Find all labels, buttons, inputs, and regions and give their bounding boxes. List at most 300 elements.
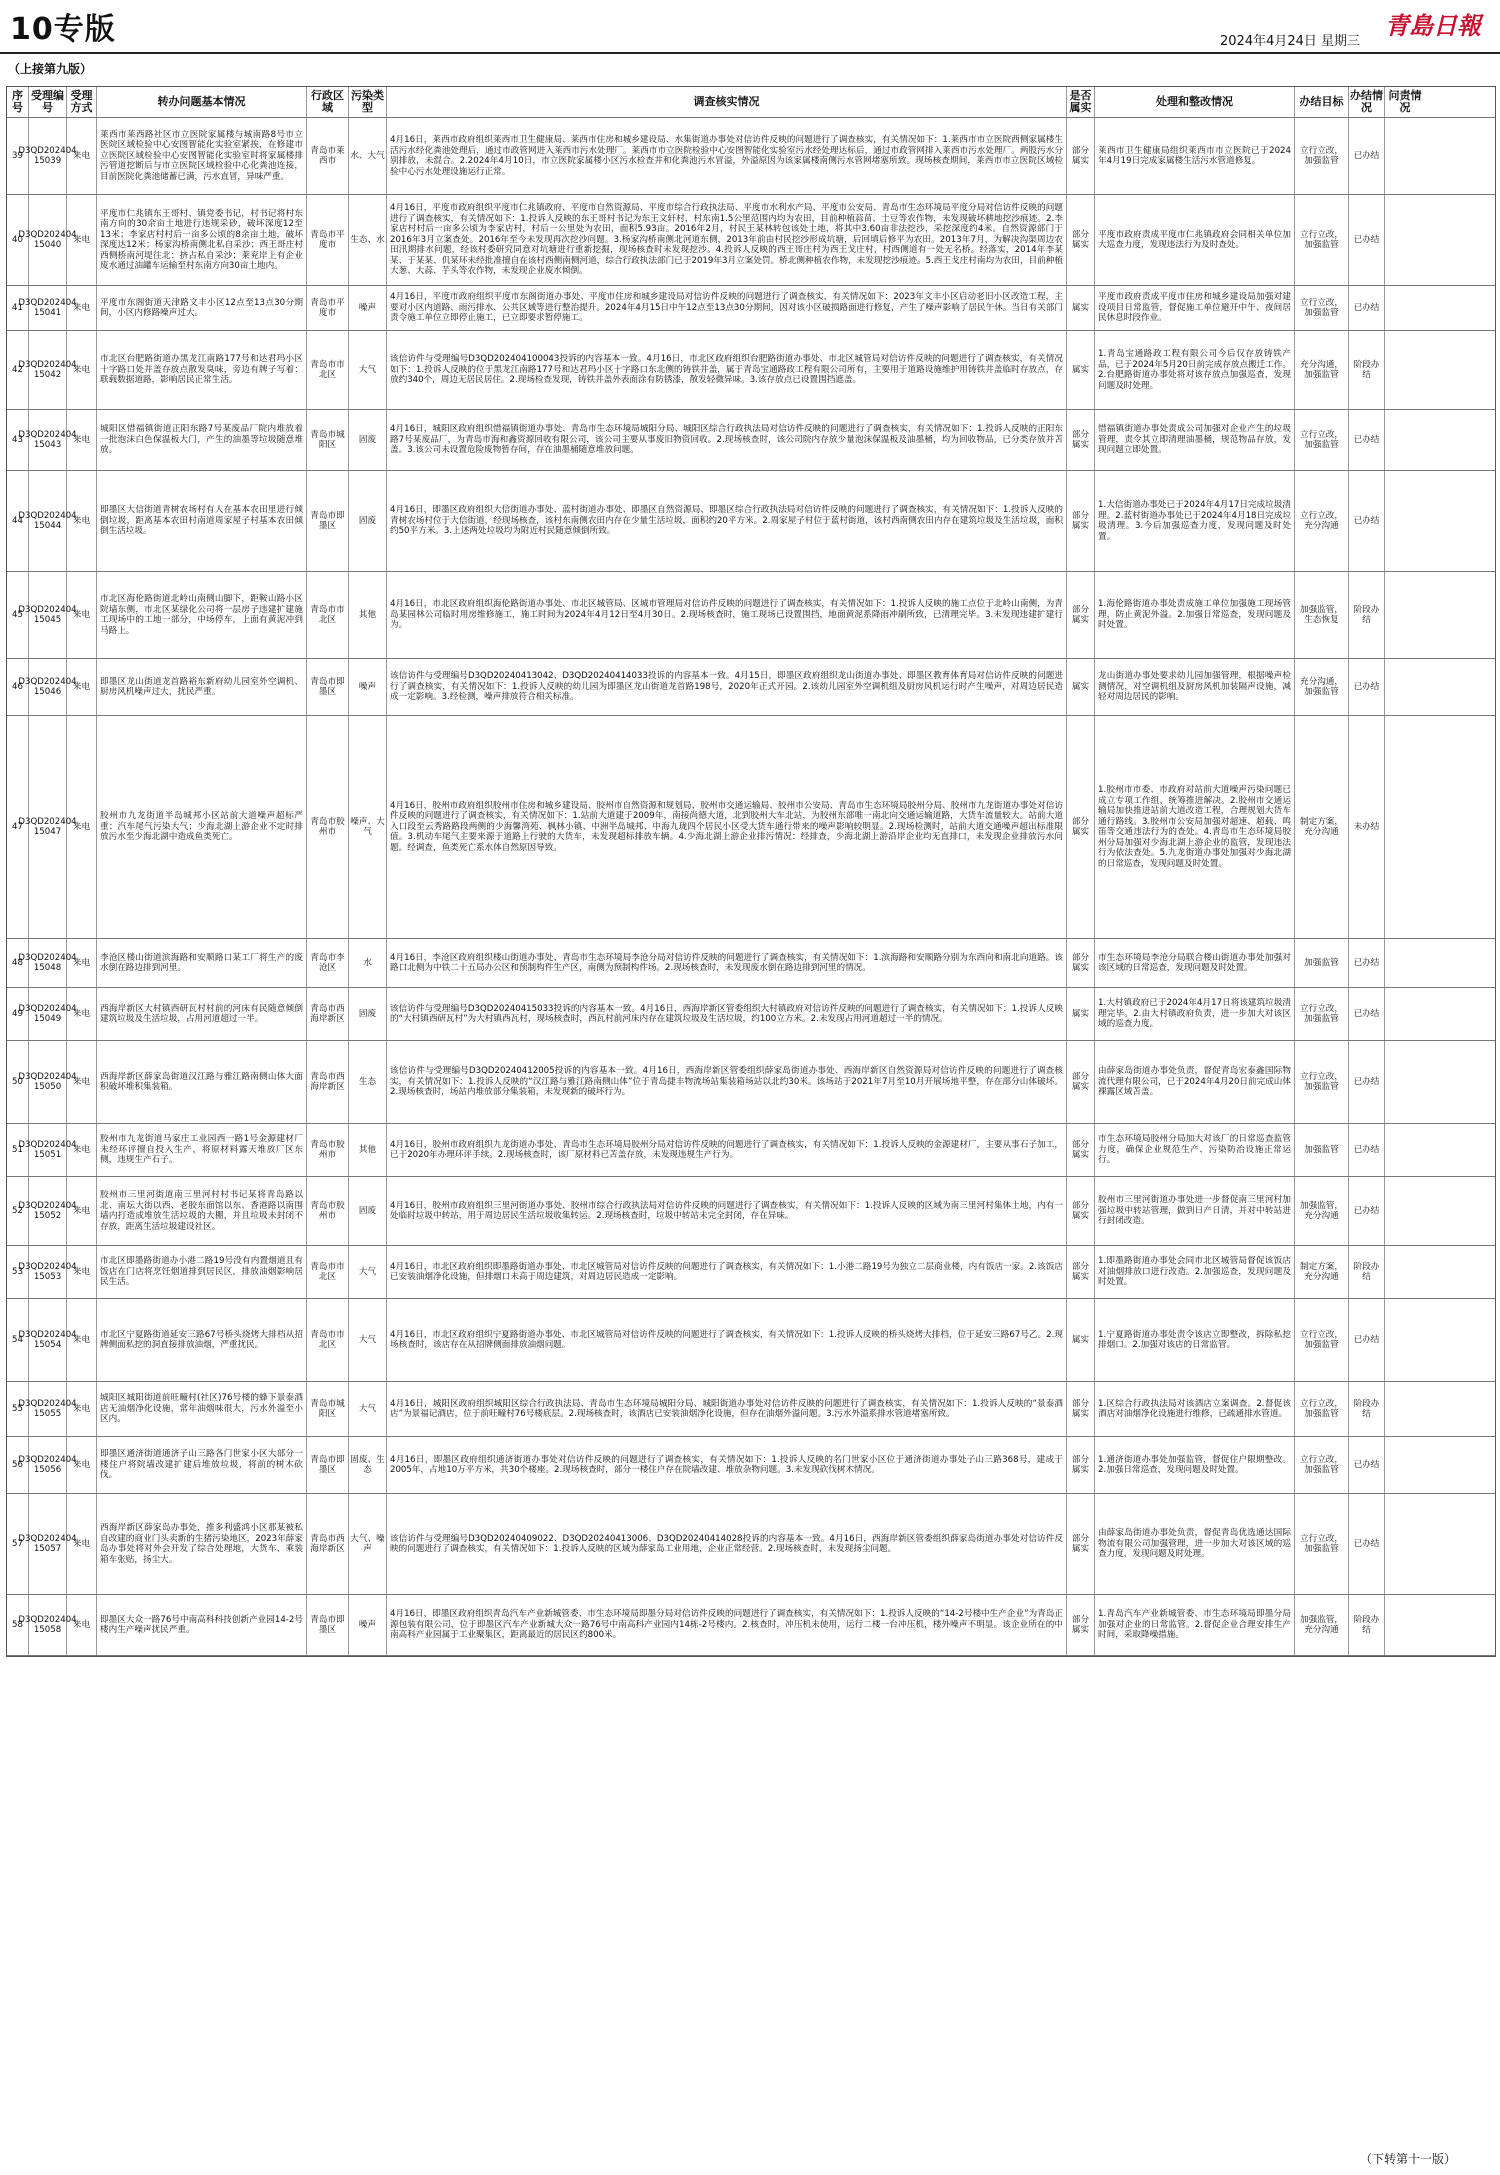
- cell-text: 4月16日，城阳区政府组织惜福镇街道办事处、青岛市生态环境局城阳分局、城阳区综合行政执法局对信访件反映的问题进行了调查核实，有关情况如下：1.投诉人反映的正阳东路7号某废品厂，为青岛市海和鑫资源回收有限公司，该公司主要从事废旧物资回收。2.现场核查时，该公司院内存放少量泡沫保温板及油墨桶，均为回收物品，已分类存放并苫盖。3.该公司未设置危险废物暂存间，存在油墨桶随意堆放问题。: [390, 424, 1063, 456]
- cell-text: 青岛市市北区: [310, 1329, 345, 1350]
- cell-text: 立行立改，加强监管: [1300, 1071, 1343, 1092]
- cell-text: 噪声: [358, 1619, 377, 1630]
- cell-text: 制定方案，充分沟通: [1300, 816, 1343, 837]
- cell-id: [18, 1177, 77, 1245]
- cell-status: [1349, 195, 1385, 285]
- cell-account: [1385, 410, 1425, 470]
- cell-text: 部分属实: [1071, 604, 1090, 625]
- cell-survey: [387, 659, 1067, 715]
- cell-text: 已办结: [1353, 1144, 1380, 1155]
- cell-text: D3QD202404 15056: [18, 1454, 77, 1475]
- cell-text: 属实: [1071, 302, 1090, 313]
- cell-text: 大气: [358, 1266, 377, 1277]
- cell-handling: [1095, 988, 1295, 1040]
- cell-text: 固废: [358, 1008, 377, 1019]
- cell-target: [1295, 1299, 1349, 1381]
- cell-text: 大气: [358, 1334, 377, 1345]
- cell-text: 该信访件与受理编号D3QD20240413042、D3QD20240414033投诉的内容基本一致。4月15日，即墨区政府组织龙山街道办事处、即墨区教育体育局对信访件反映的问题进行了调查核实，有关情况如下：1.投诉人反映的幼儿园为即墨区龙山街道龙首路198号，2020年正式开园。2.该幼儿园室外空调机组及厨房风机运行时产生噪声，对周边居民造成一定影响。3.经检测，噪声排放符合相关标准。: [390, 671, 1063, 703]
- cell-text: 属实: [1071, 1334, 1090, 1345]
- header-cell: 是否属实: [1067, 87, 1095, 117]
- continued-label: （上接第九版）: [8, 62, 93, 76]
- header-cell: 受理方式: [67, 87, 97, 117]
- cell-ptype: [349, 471, 387, 571]
- cell-text: 加强监管，生态恢复: [1300, 604, 1343, 625]
- table-row: [7, 1299, 1495, 1382]
- cell-id: [18, 939, 77, 987]
- cell-survey: [387, 286, 1067, 330]
- cell-text: 来电: [72, 234, 91, 245]
- cell-text: 由薛家岛街道办事处负责，督促青岛宏泰鑫国际物流代理有限公司，已于2024年4月20日前完成山体裸露区域苫盖。: [1098, 1066, 1291, 1098]
- cell-text: 来电: [72, 302, 91, 313]
- cell-text: 40: [12, 234, 23, 245]
- table-row: [7, 572, 1495, 659]
- cell-method: [67, 1437, 97, 1493]
- cell-text: 1.宁夏路街道办事处责令该店立即整改，拆除私挖排烟口。2.加强对该店的日常监管。: [1098, 1329, 1291, 1350]
- cell-text: 李沧区楼山街道滨海路和安顺路口某工厂将生产的废水倒在路边排到河里。: [100, 952, 303, 973]
- cell-text: 1.区综合行政执法局对该酒店立案调查。2.督促该酒店对油烟净化设施进行维修，已疏通排水管道。: [1098, 1398, 1291, 1419]
- cell-ptype: [349, 1177, 387, 1245]
- cell-survey: [387, 471, 1067, 571]
- cell-text: 已办结: [1353, 1008, 1380, 1019]
- cell-text: 立行立改，加强监管: [1300, 1329, 1343, 1350]
- cell-text: 47: [12, 821, 23, 832]
- page-number: 10专版: [10, 12, 116, 47]
- cell-status: [1349, 716, 1385, 938]
- cell-ptype: [349, 1595, 387, 1655]
- cell-text: 已办结: [1353, 434, 1380, 445]
- cell-text: 青岛市西海岸新区: [310, 1533, 345, 1554]
- cell-text: 4月16日，即墨区政府组织青岛汽车产业新城管委、市生态环境局即墨分局对信访件反映的问题进行了调查核实，有关情况如下：1.投诉人反映的“14-2号楼中生产企业”为青岛正源包装有限公司，位于即墨区汽车产业新城大众一路76号中南高科产业园内14栋-2号楼内。2.核查时，冲压机未使用，运行二楼一台冲压机，楼外噪声不明显。该企业所在的中南高科产业园属于工业聚集区，距离最近的居民区约800米。: [390, 1609, 1063, 1641]
- cell-id: [18, 1494, 77, 1594]
- table-body: [7, 118, 1495, 1656]
- cell-verified: [1067, 1437, 1095, 1493]
- cell-district: [307, 471, 349, 571]
- cell-summary: [97, 1494, 307, 1594]
- cell-ptype: [349, 1124, 387, 1176]
- cell-method: [67, 1494, 97, 1594]
- cell-text: 市北区即墨路街道办小港二路19号没有内置烟道且有饭店在门店将烹饪烟道排到居民区，排放油烟影响居民生活。: [100, 1256, 303, 1288]
- cell-account: [1385, 1177, 1425, 1245]
- cell-status: [1349, 286, 1385, 330]
- cell-account: [1385, 572, 1425, 658]
- cell-handling: [1095, 471, 1295, 571]
- cell-text: 即墨区大众一路76号中南高科科技创新产业园14-2号楼内生产噪声扰民严重。: [100, 1614, 303, 1635]
- cell-text: 青岛市即墨区: [310, 1614, 345, 1635]
- cell-text: 由薛家岛街道办事处负责，督促青岛优选通达国际物流有限公司加强管理，进一步加大对该区域的巡查力度，发现问题及时处理。: [1098, 1528, 1291, 1560]
- cell-survey: [387, 1382, 1067, 1436]
- cell-verified: [1067, 939, 1095, 987]
- cell-district: [307, 1246, 349, 1298]
- cell-text: 青岛市即墨区: [310, 676, 345, 697]
- cell-verified: [1067, 716, 1095, 938]
- cell-text: 来电: [72, 364, 91, 375]
- cell-method: [67, 716, 97, 938]
- cell-target: [1295, 331, 1349, 409]
- cell-text: 加强监管，充分沟通: [1300, 1200, 1343, 1221]
- cell-text: 1.青岛汽车产业新城管委、市生态环境局即墨分局加强对企业的日常监管。2.督促企业合理安排生产时间，采取降噪措施。: [1098, 1609, 1291, 1641]
- cell-text: 平度市东阁街道天津路文丰小区12点至13点30分期间，小区内修路噪声过大。: [100, 297, 303, 318]
- cell-text: 来电: [72, 1459, 91, 1470]
- cell-text: 53: [12, 1266, 23, 1277]
- cell-text: 噪声、大气: [350, 816, 385, 837]
- cell-id: [18, 1246, 77, 1298]
- cell-text: 已办结: [1353, 302, 1380, 313]
- table-row: [7, 410, 1495, 471]
- cell-text: 部分属实: [1071, 1454, 1090, 1475]
- cell-text: 充分沟通，加强监管: [1300, 359, 1343, 380]
- cell-ptype: [349, 118, 387, 194]
- cell-text: 已办结: [1353, 681, 1380, 692]
- cell-summary: [97, 1124, 307, 1176]
- cell-text: 4月16日，市北区政府组织即墨路街道办事处、市北区城管局对信访件反映的问题进行了调查核实，有关情况如下：1.小港二路19号为独立二层商业楼，内有饭店一家。2.该饭店已安装油烟净化设施，但排烟口未高于周边建筑，对周边居民造成一定影响。: [390, 1261, 1063, 1282]
- cell-text: 即墨区通济街道通济子山三路各门世家小区大部分一楼住户将院墙改建扩建后堆放垃圾，将前的树木砍伐。: [100, 1449, 303, 1481]
- cell-text: 立行立改，加强监管: [1300, 429, 1343, 450]
- cell-text: 固废: [358, 1205, 377, 1216]
- header-cell: 转办问题基本情况: [97, 87, 307, 117]
- cell-target: [1295, 286, 1349, 330]
- cell-status: [1349, 1299, 1385, 1381]
- cell-verified: [1067, 988, 1095, 1040]
- cell-text: 已办结: [1353, 1334, 1380, 1345]
- cell-text: 青岛市即墨区: [310, 510, 345, 531]
- cell-account: [1385, 1124, 1425, 1176]
- cell-ptype: [349, 1494, 387, 1594]
- cell-summary: [97, 1382, 307, 1436]
- cell-text: D3QD202404 15045: [18, 604, 77, 625]
- cell-text: 54: [12, 1334, 23, 1345]
- cell-text: 固废: [358, 515, 377, 526]
- cell-account: [1385, 1299, 1425, 1381]
- cell-text: 平度市政府责成平度市住房和城乡建设局加强对建设项目日常监管，督促施工单位避开中午、夜间居民休息时段作业。: [1098, 292, 1291, 324]
- cell-method: [67, 1595, 97, 1655]
- table-row: [7, 331, 1495, 410]
- cell-target: [1295, 659, 1349, 715]
- cell-text: 52: [12, 1205, 23, 1216]
- cell-text: 充分沟通，加强监管: [1300, 676, 1343, 697]
- cell-verified: [1067, 572, 1095, 658]
- cell-handling: [1095, 572, 1295, 658]
- cell-text: 部分属实: [1071, 145, 1090, 166]
- cell-status: [1349, 1041, 1385, 1123]
- cell-status: [1349, 1177, 1385, 1245]
- cell-text: 阶段办结: [1353, 1261, 1380, 1282]
- cell-text: 大气: [358, 1403, 377, 1414]
- cell-handling: [1095, 118, 1295, 194]
- cell-target: [1295, 1595, 1349, 1655]
- cell-id: [18, 716, 77, 938]
- cell-survey: [387, 939, 1067, 987]
- cell-verified: [1067, 195, 1095, 285]
- cell-text: 44: [12, 515, 23, 526]
- cell-verified: [1067, 1041, 1095, 1123]
- cell-district: [307, 1041, 349, 1123]
- cell-text: 已办结: [1353, 150, 1380, 161]
- cell-text: 来电: [72, 1403, 91, 1414]
- cell-text: 立行立改，加强监管: [1300, 1398, 1343, 1419]
- cell-id: [18, 471, 77, 571]
- cell-district: [307, 659, 349, 715]
- cell-method: [67, 988, 97, 1040]
- cell-text: 立行立改，加强监管: [1300, 229, 1343, 250]
- cell-text: 4月16日，莱西市政府组织莱西市卫生健康局、莱西市住房和城乡建设局、水集街道办事处对信访件反映的问题进行了调查核实，有关情况如下：1.莱西市市立医院西侧家属楼生活污水经化粪池处理后，通过市政管网进入莱西市污水处理厂。莱西市市立医院检验中心安图智能化实验室污水经处理达标后，通过市政管网排入莱西市污水处理厂。两股污水分别排放，未混合。2.2024年4月10日，市立医院家属楼小区污水检查井和化粪池污水冒溢，外溢原因为该家属楼南侧污水管网堵塞所致。现场核查期间，莱西市市立医院区域检验中心污水处理设施运行正常。: [390, 135, 1063, 177]
- cell-status: [1349, 471, 1385, 571]
- cell-summary: [97, 572, 307, 658]
- cell-text: 已办结: [1353, 1205, 1380, 1216]
- cell-handling: [1095, 1595, 1295, 1655]
- cell-text: 来电: [72, 150, 91, 161]
- cell-ptype: [349, 716, 387, 938]
- cell-text: 噪声: [358, 302, 377, 313]
- cell-summary: [97, 471, 307, 571]
- cell-text: 部分属实: [1071, 1398, 1090, 1419]
- cell-text: 4月16日，胶州市政府组织胶州市住房和城乡建设局、胶州市自然资源和规划局、胶州市交通运输局、胶州市公安局、青岛市生态环境局胶州分局、胶州市九龙街道办事处对信访件反映的问题进行了调查核实，有关情况如下：1.站前大道建于2009年，南接尚德大道，北到胶州大车北站，为胶州东部唯一南北向交通运输道路，大货车流量较大。站前大道入口段至云秀路路段两侧的少海馨湾苑、枫林小镇、中洲半岛城邦、中海九珑四个居民小区受大货车通行带来的噪声影响较明显。2.现场检测时，站前大道交通噪声超出标准限值。3.机动车尾气主要来源于道路上行驶的大货车，未发现超标排放车辆。4.少海北湖上游企业排污情况：经排查，少海北湖上游沿岸企业均无直排口，未发现企业排放污水问题。经调查，鱼类死亡系水体自然原因导致。: [390, 800, 1063, 853]
- cell-method: [67, 1299, 97, 1381]
- cell-summary: [97, 195, 307, 285]
- cell-survey: [387, 572, 1067, 658]
- cell-handling: [1095, 1299, 1295, 1381]
- table-row: [7, 1494, 1495, 1595]
- cell-survey: [387, 1437, 1067, 1493]
- cell-handling: [1095, 1382, 1295, 1436]
- cell-district: [307, 1437, 349, 1493]
- cell-text: 51: [12, 1144, 23, 1155]
- cell-text: 55: [12, 1403, 23, 1414]
- cell-target: [1295, 1246, 1349, 1298]
- cell-summary: [97, 939, 307, 987]
- cell-text: 固废、生态: [350, 1454, 385, 1475]
- cell-summary: [97, 659, 307, 715]
- cell-text: 青岛市西海岸新区: [310, 1003, 345, 1024]
- cell-text: 加强监管: [1304, 957, 1339, 968]
- cell-text: 46: [12, 681, 23, 692]
- cell-text: D3QD202404 15040: [18, 229, 77, 250]
- header-cell: 办结情况: [1349, 87, 1385, 117]
- cell-method: [67, 1124, 97, 1176]
- cell-id: [18, 1041, 77, 1123]
- cell-text: 部分属实: [1071, 1200, 1090, 1221]
- cell-ptype: [349, 1041, 387, 1123]
- cell-text: 41: [12, 302, 23, 313]
- cell-district: [307, 331, 349, 409]
- cell-id: [18, 988, 77, 1040]
- cell-text: 来电: [72, 1144, 91, 1155]
- header-cell: 处理和整改情况: [1095, 87, 1295, 117]
- cell-survey: [387, 1595, 1067, 1655]
- cell-text: 固废: [358, 434, 377, 445]
- cell-text: 来电: [72, 1266, 91, 1277]
- cell-verified: [1067, 1177, 1095, 1245]
- cell-text: 4月16日，平度市政府组织平度市东阁街道办事处、平度市住房和城乡建设局对信访件反映的问题进行了调查核实，有关情况如下：2023年文丰小区启动老旧小区改造工程，主要对小区内道路、雨污排水、公共区域等进行整治提升。2024年4月15日中午12点至13点30分期间，因对该小区破损路面进行修复，产生了噪声影响了居民午休。当日有关部门责令施工单位立即停止施工，已立即要求暂停施工。: [390, 292, 1063, 324]
- cell-account: [1385, 1246, 1425, 1298]
- cell-account: [1385, 716, 1425, 938]
- cell-text: 来电: [72, 1076, 91, 1087]
- cell-text: 阶段办结: [1353, 1398, 1380, 1419]
- cell-survey: [387, 1299, 1067, 1381]
- cell-text: 青岛市莱西市: [310, 145, 345, 166]
- cell-district: [307, 1124, 349, 1176]
- cell-text: 来电: [72, 681, 91, 692]
- cell-text: 4月16日，城阳区政府组织城阳区综合行政执法局、青岛市生态环境局城阳分局、城阳街道办事处对信访件反映的问题进行了调查核实，有关情况如下：1.投诉人反映的“景泰酒店”为景福记酒店，位于前旺疃村76号楼底层。2.现场核查时，该酒店已安装油烟净化设施，但存在油烟外溢问题。3.污水外溢系排水管道堵塞所致。: [390, 1398, 1063, 1419]
- cell-ptype: [349, 1437, 387, 1493]
- cell-handling: [1095, 659, 1295, 715]
- cell-text: 1.青岛宝通路政工程有限公司今后仅存放铸铁产品，已于2024年5月20日前完成存放点搬迁工作。2.台肥路街道办事处将对该存放点加强巡查，发现问题及时处理。: [1098, 349, 1291, 391]
- cell-text: 青岛市平度市: [310, 297, 345, 318]
- cell-account: [1385, 331, 1425, 409]
- table-row: [7, 195, 1495, 286]
- cell-district: [307, 1299, 349, 1381]
- cell-text: 4月16日，市北区政府组织宁夏路街道办事处、市北区城管局对信访件反映的问题进行了调查核实，有关情况如下：1.投诉人反映的桥头烧烤大排档，位于延安三路67号乙。2.现场核查时，该店存在从招牌侧面排放油烟问题。: [390, 1329, 1063, 1350]
- cell-text: D3QD202404 15044: [18, 510, 77, 531]
- cell-text: 48: [12, 957, 23, 968]
- cell-ptype: [349, 988, 387, 1040]
- cell-method: [67, 118, 97, 194]
- cell-method: [67, 939, 97, 987]
- cell-text: 城阳区城阳街道前旺疃村(社区)76号楼的蜂下景泰酒店无油烟净化设施，常年油烟味很大，污水外溢至小区内。: [100, 1393, 303, 1425]
- cell-text: 阶段办结: [1353, 604, 1380, 625]
- cell-survey: [387, 331, 1067, 409]
- cell-text: 西海岸新区大村镇西研瓦村村前的河床有民随意倾倒建筑垃圾及生活垃圾，占用河道超过一半。: [100, 1003, 303, 1024]
- cell-text: 部分属实: [1071, 816, 1090, 837]
- cell-target: [1295, 1177, 1349, 1245]
- cell-text: 部分属实: [1071, 1533, 1090, 1554]
- cell-method: [67, 572, 97, 658]
- table-row: [7, 659, 1495, 716]
- cell-text: 市北区台肥路街道办黑龙江南路177号和达君玛小区十字路口处并盖存放点散发臭味，旁边有牌子写着：联载数据道路，影响居民正常生活。: [100, 354, 303, 386]
- cell-text: 部分属实: [1071, 1261, 1090, 1282]
- cell-text: 青岛市李沧区: [310, 952, 345, 973]
- cell-district: [307, 410, 349, 470]
- cell-method: [67, 659, 97, 715]
- continued-footer: （下转第十一版）: [1360, 2152, 1457, 2166]
- table-row: [7, 118, 1495, 195]
- dateline: 2024年4月24日 星期三: [1220, 34, 1361, 49]
- cell-text: 龙山街道办事处要求幼儿园加强管理，根据噪声检测情况，对空调机组及厨房风机加装隔声设施，减轻对周边居民的影响。: [1098, 671, 1291, 703]
- cell-text: 噪声: [358, 681, 377, 692]
- cell-method: [67, 471, 97, 571]
- cell-survey: [387, 118, 1067, 194]
- cell-text: 已办结: [1353, 957, 1380, 968]
- cell-target: [1295, 1382, 1349, 1436]
- cell-text: 青岛市胶州市: [310, 1139, 345, 1160]
- cell-text: 4月16日，即墨区政府组织大信街道办事处、蓝村街道办事处、即墨区自然资源局、即墨区综合行政执法局对信访件反映的问题进行了调查核实，有关情况如下：1.投诉人反映的青树农场村位于大信街道，经现场核查，该村东南侧农田内存在少量生活垃圾，面积约20平方米。2.周家屋子村位于蓝村街道，该村西南侧农田内存在建筑垃圾及生活垃圾，面积约50平方米。3.上述两处垃圾均为附近村民随意倾倒所致。: [390, 505, 1063, 537]
- cell-text: 部分属实: [1071, 229, 1090, 250]
- cell-id: [18, 1299, 77, 1381]
- cell-text: 青岛市即墨区: [310, 1454, 345, 1475]
- cell-text: 部分属实: [1071, 1139, 1090, 1160]
- cell-survey: [387, 1494, 1067, 1594]
- cell-summary: [97, 1246, 307, 1298]
- cell-text: 1.海伦路街道办事处责成施工单位加强施工现场管理，防止黄泥外溢。2.加强日常巡查，发现问题及时处置。: [1098, 599, 1291, 631]
- cell-target: [1295, 410, 1349, 470]
- cell-id: [18, 1595, 77, 1655]
- cell-text: 属实: [1071, 681, 1090, 692]
- table-row: [7, 1124, 1495, 1177]
- cell-text: 市生态环境局胶州分局加大对该厂的日常巡查监管力度，确保企业规范生产、污染防治设施正常运行。: [1098, 1134, 1291, 1166]
- cell-account: [1385, 471, 1425, 571]
- newspaper-logo: 青島日報: [1385, 11, 1481, 40]
- cell-ptype: [349, 195, 387, 285]
- cell-text: 部分属实: [1071, 429, 1090, 450]
- cell-text: D3QD202404 15053: [18, 1261, 77, 1282]
- cell-account: [1385, 939, 1425, 987]
- cell-text: 45: [12, 609, 23, 620]
- cell-verified: [1067, 1246, 1095, 1298]
- cell-target: [1295, 939, 1349, 987]
- header-cell: 问责情况: [1388, 89, 1422, 114]
- cell-handling: [1095, 286, 1295, 330]
- cell-text: 市北区宁夏路街道延安三路67号桥头烧烤大排档从招牌侧面私挖的洞直接排放油烟，严重扰民。: [100, 1329, 303, 1350]
- cell-text: 来电: [72, 1334, 91, 1345]
- table-header: [7, 87, 1495, 118]
- table-row: [7, 1382, 1495, 1437]
- cell-text: 西海岸新区薛家岛办事处，推多利盛鸿小区那某被私自改建的商业门头卖新的生猪污染地区，2023年薛家岛办事处将对外会开发了综合处理地，大货车、乘装箱车张贴，扬尘大。: [100, 1523, 303, 1565]
- cell-handling: [1095, 195, 1295, 285]
- cell-method: [67, 286, 97, 330]
- cell-text: 立行立改，加强监管: [1300, 297, 1343, 318]
- cell-verified: [1067, 1382, 1095, 1436]
- table-row: [7, 1041, 1495, 1124]
- cell-text: 胶州市九龙街道马家庄工业园西一路1号金源建材厂未经环评擅自投入生产，将原材料露天堆放厂区东侧，违规生产石子。: [100, 1134, 303, 1166]
- cell-district: [307, 572, 349, 658]
- cell-text: 即墨区龙山街道龙首路裕东新府幼儿园室外空调机、厨房风机噪声过大，扰民严重。: [100, 676, 303, 697]
- cell-id: [18, 572, 77, 658]
- cell-verified: [1067, 286, 1095, 330]
- cell-text: 4月16日，胶州市政府组织九龙街道办事处、青岛市生态环境局胶州分局对信访件反映的问题进行了调查核实，有关情况如下：1.投诉人反映的金源建材厂，主要从事石子加工，已于2020年办理环评手续。2.现场核查时，该厂原材料已苫盖存放，未发现违规生产行为。: [390, 1139, 1063, 1160]
- cell-ptype: [349, 286, 387, 330]
- cell-text: 属实: [1071, 364, 1090, 375]
- cell-handling: [1095, 1041, 1295, 1123]
- cell-ptype: [349, 331, 387, 409]
- cell-summary: [97, 286, 307, 330]
- cell-method: [67, 410, 97, 470]
- cell-summary: [97, 331, 307, 409]
- cell-text: D3QD202404 15052: [18, 1200, 77, 1221]
- cell-survey: [387, 410, 1067, 470]
- cell-target: [1295, 1437, 1349, 1493]
- cell-text: D3QD202404 15049: [18, 1003, 77, 1024]
- cell-status: [1349, 1246, 1385, 1298]
- cell-status: [1349, 1437, 1385, 1493]
- cell-text: 青岛市平度市: [310, 229, 345, 250]
- cell-id: [18, 286, 77, 330]
- cell-status: [1349, 659, 1385, 715]
- cell-handling: [1095, 1437, 1295, 1493]
- cell-text: D3QD202404 15041: [18, 297, 77, 318]
- cell-survey: [387, 716, 1067, 938]
- cell-verified: [1067, 331, 1095, 409]
- header-cell: 污染类型: [349, 87, 387, 117]
- cell-text: 未办结: [1353, 821, 1380, 832]
- cell-account: [1385, 1595, 1425, 1655]
- cell-text: D3QD202404 15039: [18, 145, 77, 166]
- cell-id: [18, 195, 77, 285]
- cell-summary: [97, 988, 307, 1040]
- cell-text: 1.即墨路街道办事处会同市北区城管局督促该饭店对油烟排放口进行改造。2.加强巡查，发现问题及时处置。: [1098, 1256, 1291, 1288]
- cell-verified: [1067, 471, 1095, 571]
- cell-survey: [387, 1177, 1067, 1245]
- cell-status: [1349, 1382, 1385, 1436]
- cell-text: 大气: [358, 364, 377, 375]
- cell-account: [1385, 195, 1425, 285]
- header-cell: 受理编号: [29, 87, 67, 117]
- cell-text: 即墨区大信街道青树农场村有人在基本农田里进行倾倒垃圾，距离基本农田村南道周家屋子村基本农田倾倒生活垃圾。: [100, 505, 303, 537]
- cell-text: 已办结: [1353, 515, 1380, 526]
- cell-account: [1385, 118, 1425, 194]
- cell-survey: [387, 1124, 1067, 1176]
- cell-district: [307, 1382, 349, 1436]
- cell-district: [307, 1595, 349, 1655]
- cell-text: 部分属实: [1071, 952, 1090, 973]
